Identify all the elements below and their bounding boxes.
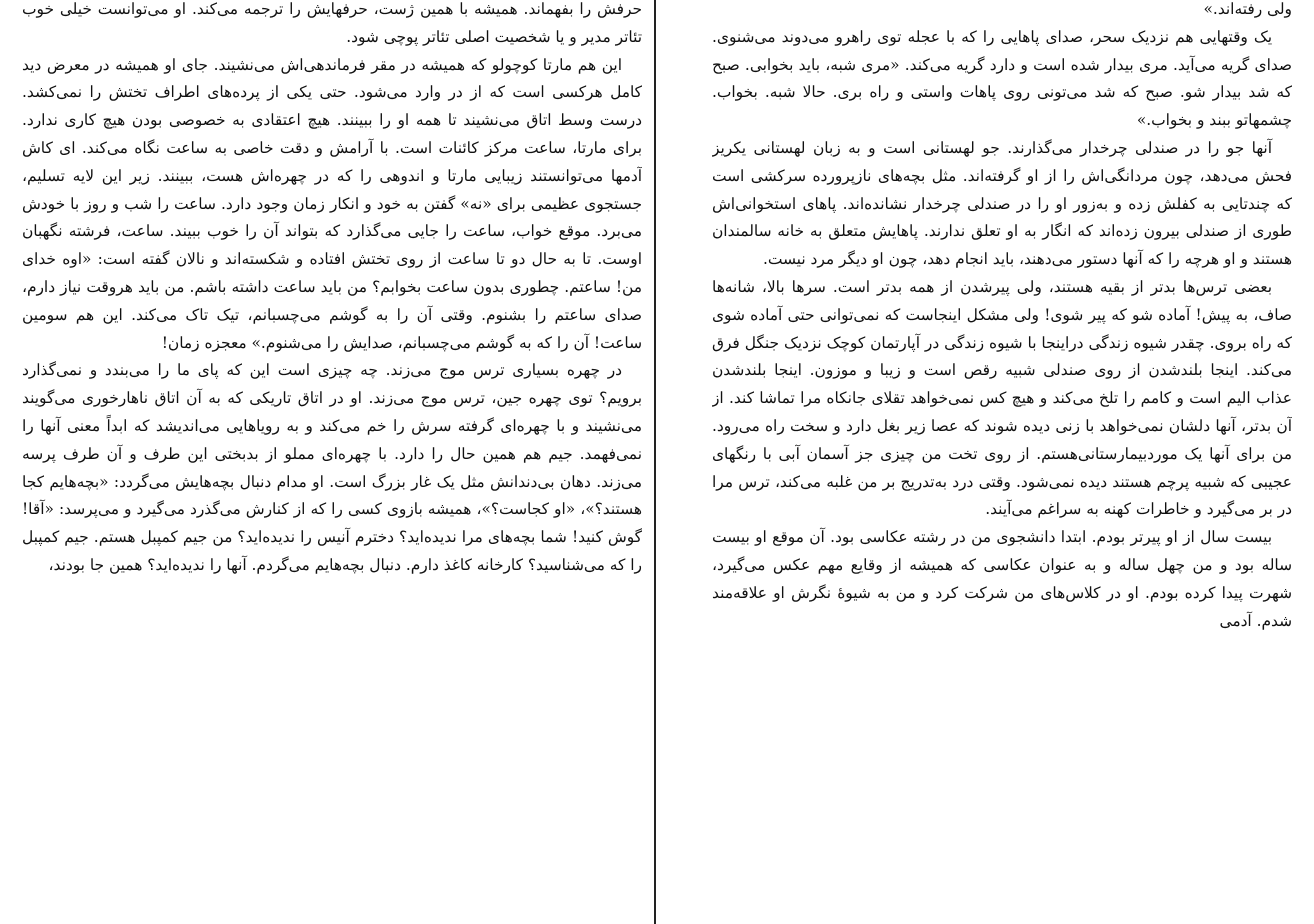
paragraph: در چهره بسیاری ترس موج می‌زند. چه چیزی است این که پای ما را می‌بندد و نمی‌گذارد برویم؟ توی چهره جین، ترس موج می‌زند. او در اتاق تاریکی که به آن اتاق ناهارخوری می‌گویند می‌نشیند و با چهره‌ای گرفته سرش را خم می‌کند و به رویاهایی می‌اندیشد که ابداً معنی آنها را نمی‌فهمد. جیم هم همین حال را دارد. با چهره‌ای مملو از بدبختی این طرف و آن طرف پرسه می‌زند. دهان بی‌دندانش مثل یک غار بزرگ است. او مدام دنبال بچه‌هایش می‌گردد: «بچه‌هایم کجا هستند؟»، «او کجاست؟»، همیشه بازوی کسی را که از کنارش می‌گذرد می‌گیرد و می‌پرسد: «آقا! گوش کنید! شما بچه‌های مرا ندیده‌اید؟ دخترم آنیس را ندیده‌اید؟ من جیم کمپبل هستم. جیم کمپبل را که می‌شناسید؟ کارخانه کاغذ دارم. دنبال بچه‌هایم می‌گردم. آنها را ندیده‌اید؟ همین جا بودند، <box>22 361 642 574</box>
paragraph: ولی رفته‌اند.» <box>1203 0 1292 18</box>
paragraph: این هم مارتا کوچولو که همیشه در مقر فرماندهی‌اش می‌نشیند. جای او همیشه در معرض دید کامل هرکسی است که از در وارد می‌شود. حتی یکی از پرده‌های اطراف تختش را نمی‌کشد. درست وسط اتاق می‌نشیند تا همه او را ببینند. هیچ اعتقادی به خصوصی بودن هیچ کاری ندارد. برای مارتا، ساعت مرکز کائنات است. با آرامش و دقت خاصی به ساعت نگاه می‌کند. ای کاش آدمها می‌توانستند زیبایی مارتا و اندوهی را که در چهره‌اش هست، ببینند. زیر این لایه تسلیم، جستجوی عظیمی برای «نه» گفتن به خود و انکار زمان وجود دارد. ساعت را شب و روز با خودش می‌برد. موقع خواب، ساعت را جایی می‌گذارد که بتواند آن را خوب ببیند. ساعت، فرشته نگهبان اوست. تا به حال دو تا ساعت از روی تختش افتاده و شکسته‌اند و نالان گفته است: «اوه خدای من! ساعتم. چطوری بدون ساعت بخوابم؟ من باید ساعت داشته باشم. من باید هروقت نیاز دارم، صدای ساعتم را بشنوم. وقتی آن را به گوشم می‌چسبانم، تیک تاک می‌کند. این هم سومین ساعت! آن را که به گوشم می‌چسبانم، صدایش را می‌شنوم.» معجزه زمان! <box>22 55 642 352</box>
right-page-text <box>712 0 1292 924</box>
paragraph: یک وقتهایی هم نزدیک سحر، صدای پاهایی را که با عجله توی راهرو می‌دوند می‌شنوی. صدای گریه می‌آید. مری بیدار شده است و دارد گریه می‌کند. «مری شبه، باید بخوابی. صبح که شد بیدار شو. صبح که شد می‌تونی روی پاهات واستی و راه بری. حالا شبه. بخواب. چشمهاتو ببند و بخواب.» <box>712 27 1292 130</box>
paragraph: بیست سال از او پیرتر بودم. ابتدا دانشجوی من در رشته عکاسی بود. آن موقع او بیست ساله بود و من چهل ساله و به عنوان عکاسی که همیشه از وقایع مهم عکس می‌گیرد، شهرت پیدا کرده بودم. او در کلاس‌های من شرکت کرد و من به شیوهٔ نگرش او علاقه‌مند شدم. آدمی <box>712 528 1292 630</box>
paragraph: بعضی ترس‌ها بدتر از بقیه هستند، ولی پیرشدن از همه بدتر است. سرها بالا، شانه‌ها صاف، به پیش! آماده شو که پیر شوی! ولی مشکل اینجاست که نمی‌توانی حتی آماده شوی که راه بروی. چقدر شیوه زندگی دراینجا با شیوه زندگی در آپارتمان کوچک نزدیک جنگل فرق می‌کند. اینجا بلندشدن از روی صندلی شبیه رقص است و زیبا و موزون. اینجا بلندشدن عذاب الیم است و کامم را تلخ می‌کند و هیچ کس نمی‌خواهد تقلای جانکاه مرا تماشا کند. از آن بدتر، آنها دلشان نمی‌خواهد با زنی دیده شوند که عصا زیر بغل دارد و سخت راه می‌رود. من برای آنها یک موردبیمارستانی‌هستم. از روی تخت من چیزی جز آسمان آبی با رنگهای عجیبی که شبیه پرچم هستند دیده نمی‌شود. وقتی درد به‌تدریج بر من غلبه می‌کند، ترس مرا در بر می‌گیرد و خاطرات کهنه به سراغم می‌آیند. <box>712 277 1292 519</box>
page-gutter-divider <box>654 0 656 924</box>
left-page-text <box>22 0 642 924</box>
paragraph: حرفش را بفهماند. همیشه با همین ژست، حرفهایش را ترجمه می‌کند. او می‌توانست خیلی خوب تئاتر مدیر و یا شخصیت اصلی تئاتر پوچی شود. <box>22 0 642 46</box>
paragraph: آنها جو را در صندلی چرخدار می‌گذارند. جو لهستانی است و به زبان لهستانی یکریز فحش می‌دهد، چون مردانگی‌اش را از او گرفته‌اند. مثل بچه‌های نازپرورده سرکشی است که چندتایی به کفلش زده و به‌زور او را در صندلی چرخدار نشانده‌اند. پاهای استخوانی‌اش طوری از صندلی بیرون زده‌اند که انگار به او تعلق ندارند. پاهایش متعلق به خانه سالمندان هستند و او هرچه را که آنها دستور می‌دهند، باید انجام دهد، چون او دیگر مرد نیست. <box>712 138 1292 269</box>
